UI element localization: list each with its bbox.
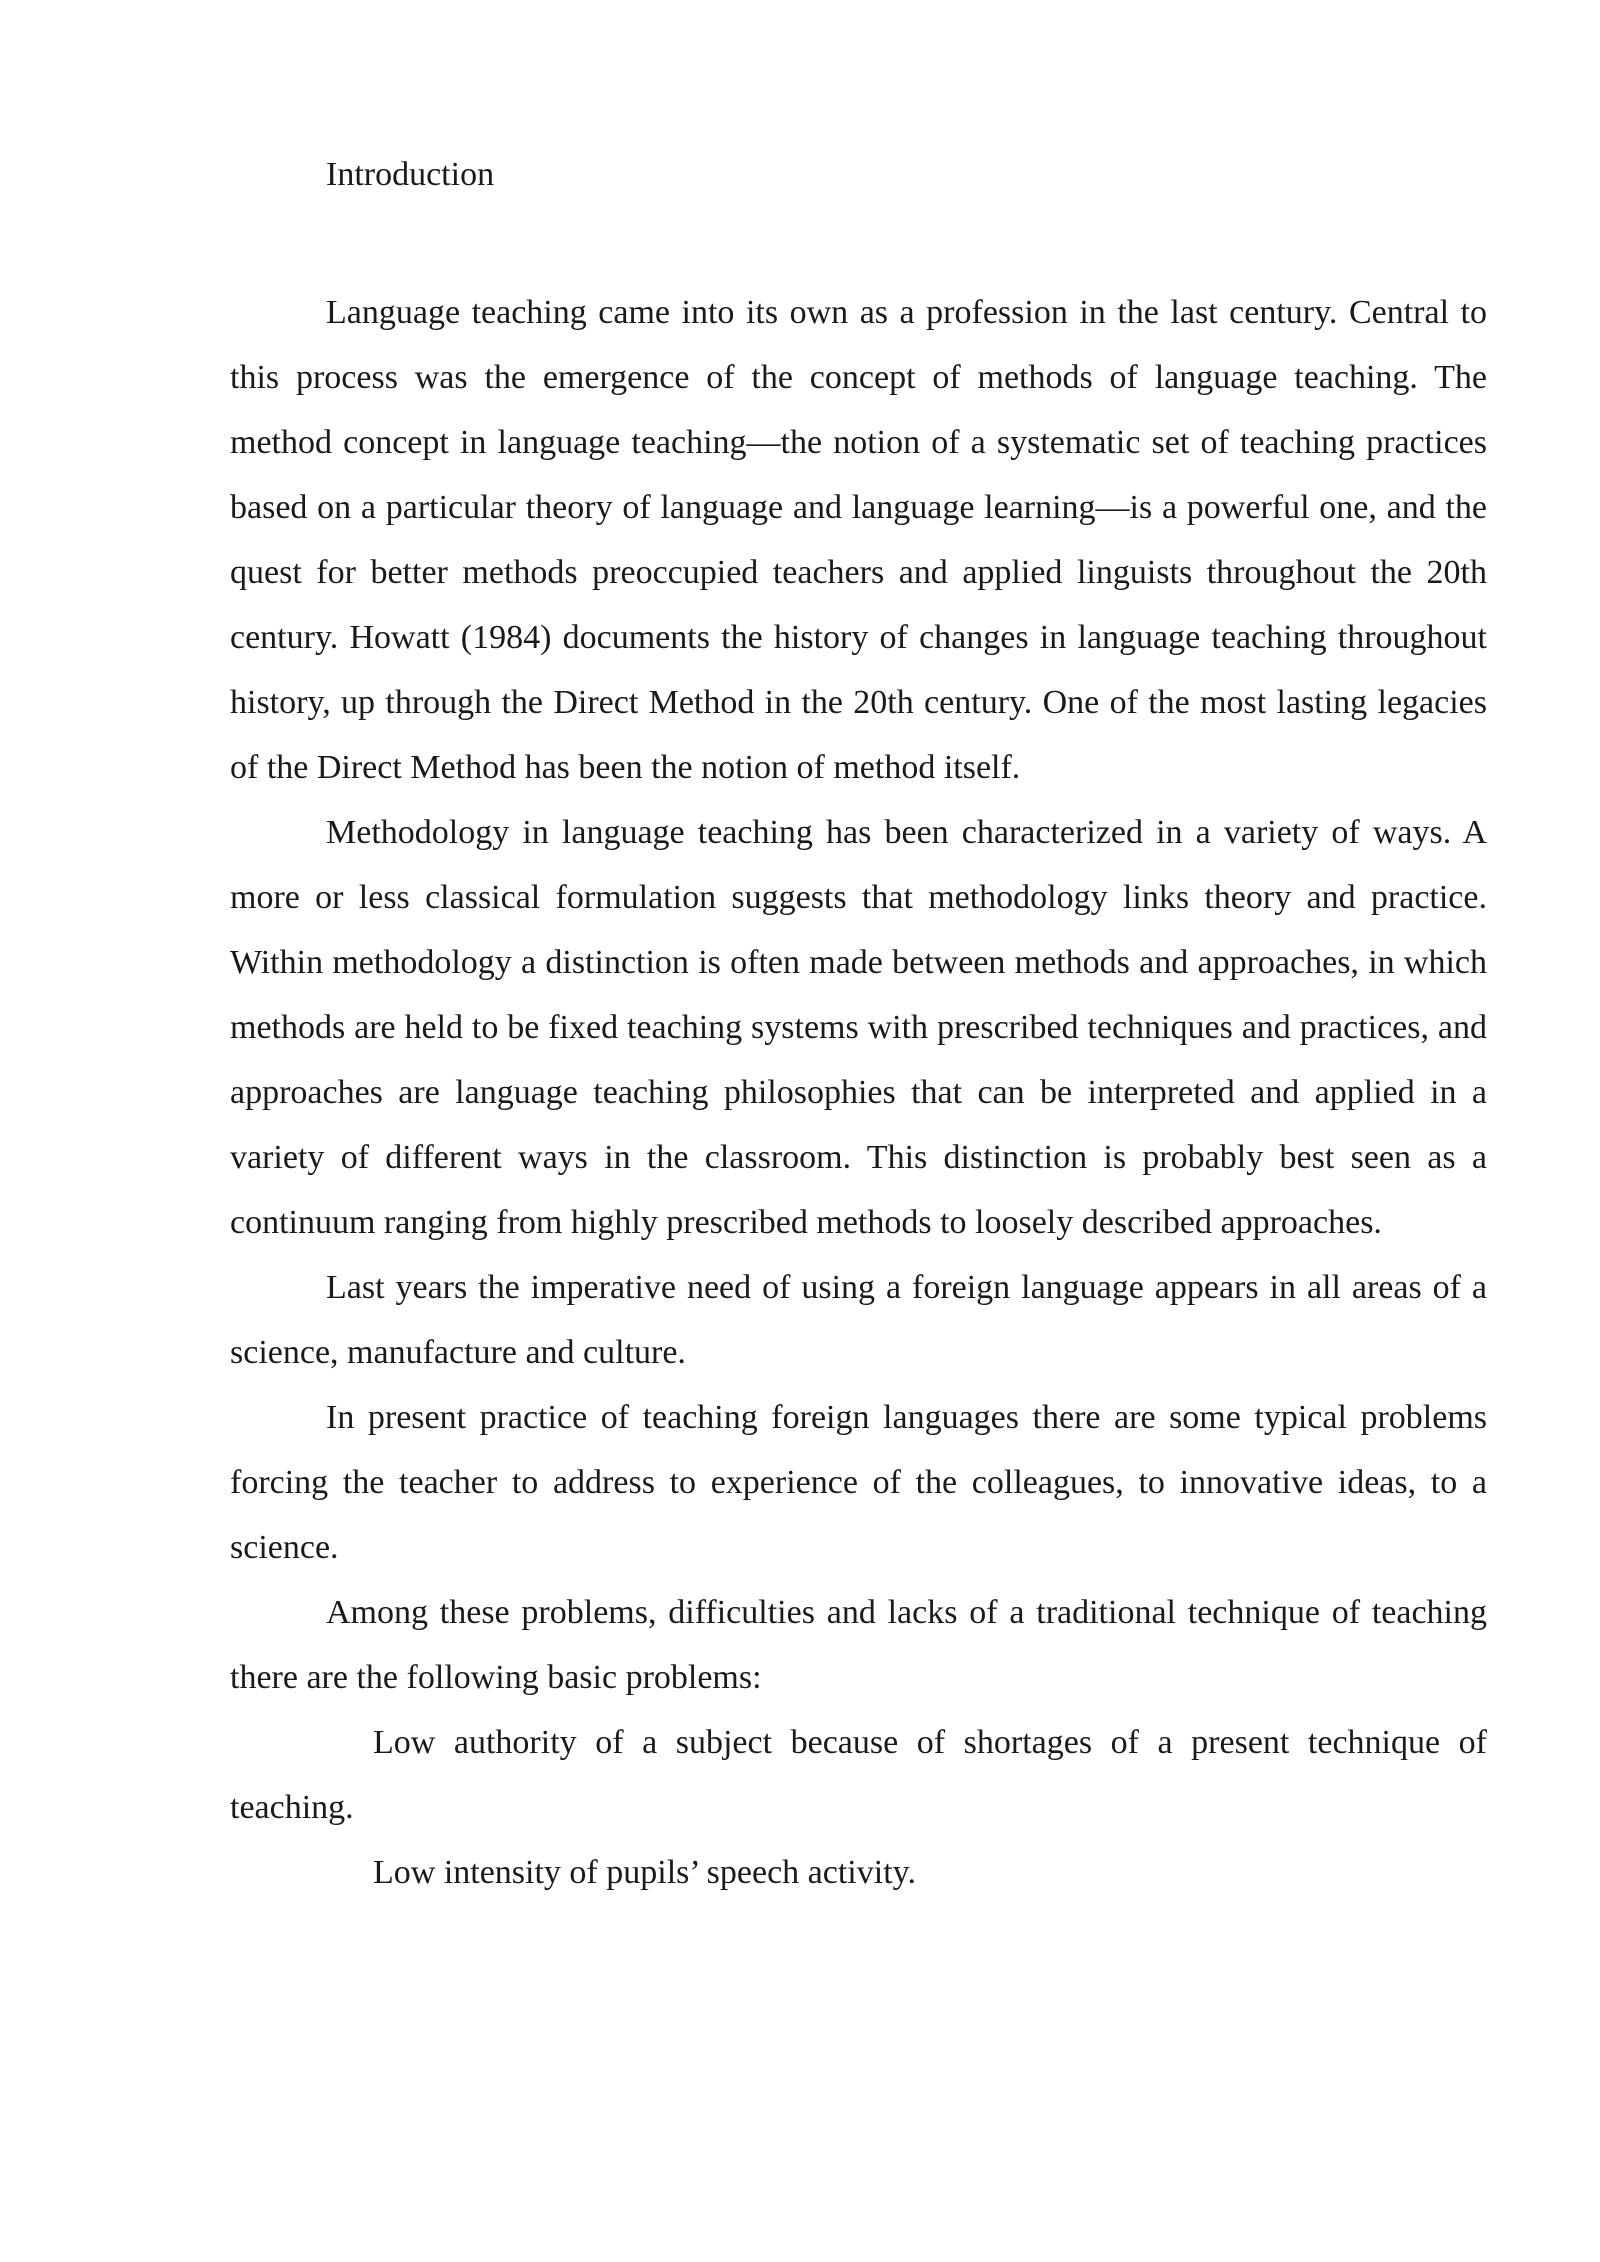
paragraph-4: In present practice of teaching foreign languages there are some typical problems forcing the teacher to address to experience of the colleagues, to innovative ideas, to a science. [230,1399,1487,1566]
list-item-1: Low authority of a subject because of shortages of a present technique of teaching. [230,1724,1487,1826]
spacer [230,200,1487,280]
paragraph-1: Language teaching came into its own as a profession in the last century. Central to this process was the emergence of the concept of methods of language teaching. The method concept in language teaching—the notion of a systematic set of teaching practices based on a particular theory of language and language learning—is a powerful one, and the quest for better methods preoccupied teachers and applied linguists throughout the 20th century. Howatt (1984) documents the history of changes in language teaching throughout history, up through the Direct Method in the 20th century. One of the most lasting legacies of the Direct Method has been the notion of method itself. [230,294,1487,786]
paragraph-5: Among these problems, difficulties and lacks of a traditional technique of teaching there are the following basic problems: [230,1594,1487,1696]
section-heading: Introduction [326,156,495,193]
list-item-2: Low intensity of pupils’ speech activity. [373,1854,916,1891]
paragraph-3: Last years the imperative need of using a foreign language appears in all areas of a science, manufacture and culture. [230,1269,1487,1371]
document-page [230,150,1487,1905]
paragraph-2: Methodology in language teaching has been characterized in a variety of ways. A more or less classical formulation suggests that methodology links theory and practice. Within methodology a distinction is often made between methods and approaches, in which methods are held to be fixed teaching systems with prescribed techniques and practices, and approaches are language teaching philosophies that can be interpreted and applied in a variety of different ways in the classroom. This distinction is probably best seen as a continuum ranging from highly prescribed methods to loosely described approaches. [230,814,1487,1241]
